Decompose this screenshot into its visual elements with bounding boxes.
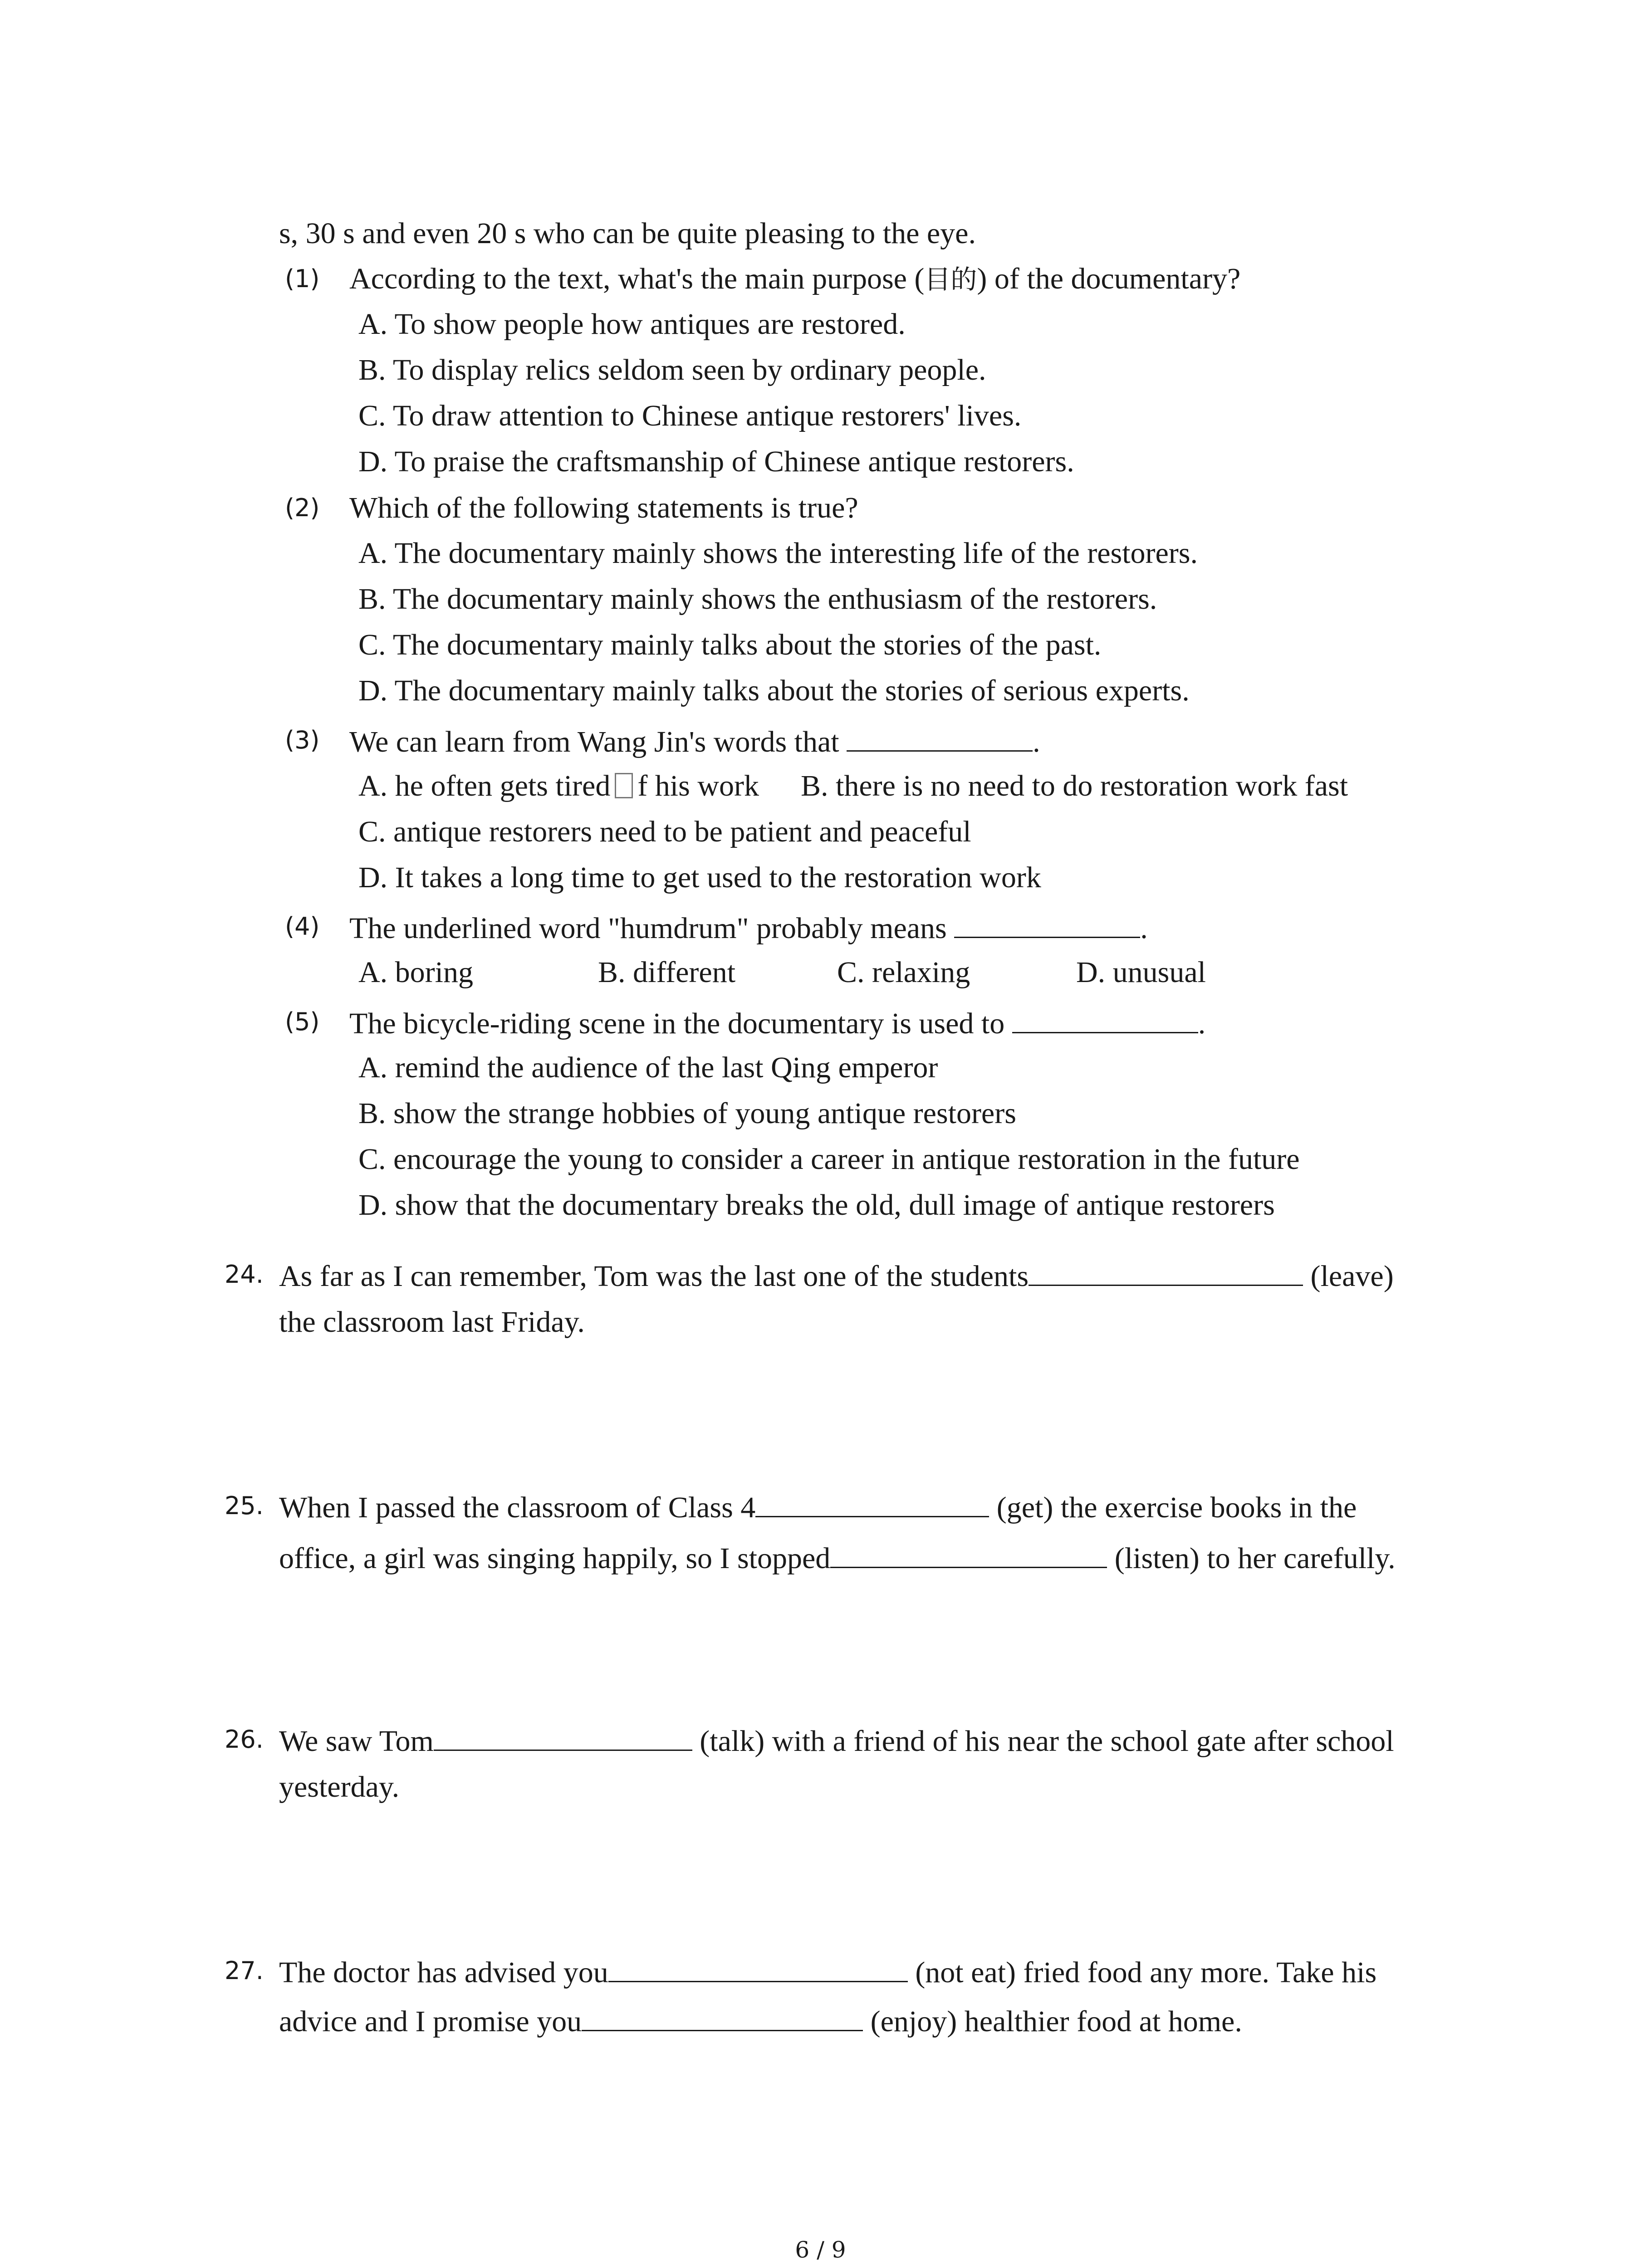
answer-blank[interactable] xyxy=(1012,1004,1198,1033)
passage-text: s, 30 s and even 20 s who can be quite pleasing to the eye. xyxy=(279,217,976,250)
fill-sentence: yesterday. xyxy=(279,1770,400,1804)
answer-blank[interactable] xyxy=(1029,1256,1303,1286)
question-number: 24. xyxy=(225,1260,264,1289)
question-number: (5) xyxy=(285,1007,320,1036)
chinese-gloss: 目的 xyxy=(924,264,977,295)
question-stem: Which of the following statements is true? xyxy=(349,491,858,524)
fill-sentence: The doctor has advised you (not eat) fried food any more. Take his xyxy=(279,1953,1376,1991)
option: D. show that the documentary breaks the old, dull image of antique restorers xyxy=(358,1188,1275,1222)
option: C. The documentary mainly talks about the stories of the past. xyxy=(358,628,1102,661)
option: A. remind the audience of the last Qing emperor xyxy=(358,1051,938,1084)
answer-blank[interactable] xyxy=(847,722,1033,752)
option: C. To draw attention to Chinese antique restorers' lives. xyxy=(358,399,1022,432)
option: D. To praise the craftsmanship of Chinese antique restorers. xyxy=(358,445,1074,478)
fill-sentence: We saw Tom (talk) with a friend of his near the school gate after school xyxy=(279,1721,1394,1760)
option: A. boring xyxy=(358,956,473,989)
option: D. unusual xyxy=(1076,956,1206,989)
answer-blank[interactable] xyxy=(434,1721,692,1751)
option: C. relaxing xyxy=(837,956,970,989)
fill-sentence: office, a girl was singing happily, so I stopped (listen) to her carefully. xyxy=(279,1539,1396,1577)
option: A. he often gets tired f his work xyxy=(358,769,759,802)
option: C. encourage the young to consider a career in antique restoration in the future xyxy=(358,1143,1300,1176)
page-number: 6 / 9 xyxy=(795,2237,846,2263)
question-number: 26. xyxy=(225,1725,264,1754)
option: D. The documentary mainly talks about the stories of serious experts. xyxy=(358,674,1190,707)
option: D. It takes a long time to get used to the restoration work xyxy=(358,861,1041,894)
question-number: (3) xyxy=(285,726,320,754)
option: C. antique restorers need to be patient and peaceful xyxy=(358,815,971,848)
option: A. The documentary mainly shows the interesting life of the restorers. xyxy=(358,537,1198,570)
option: A. To show people how antiques are restored. xyxy=(358,308,906,341)
question-number: (1) xyxy=(285,264,320,293)
question-stem: According to the text, what's the main purpose (目的) of the documentary? xyxy=(349,262,1241,295)
question-number: (2) xyxy=(285,494,320,522)
fill-sentence: When I passed the classroom of Class 4 (get) the exercise books in the xyxy=(279,1488,1357,1526)
answer-blank[interactable] xyxy=(755,1488,989,1517)
option: B. show the strange hobbies of young antique restorers xyxy=(358,1097,1016,1130)
missing-glyph-box xyxy=(615,773,633,798)
answer-blank[interactable] xyxy=(830,1539,1107,1568)
fill-sentence: the classroom last Friday. xyxy=(279,1305,585,1339)
answer-blank[interactable] xyxy=(608,1953,908,1982)
question-number: (4) xyxy=(285,912,320,941)
question-stem: The underlined word "humdrum" probably means . xyxy=(349,909,1148,947)
answer-blank[interactable] xyxy=(954,909,1140,938)
fill-sentence: As far as I can remember, Tom was the last one of the students (leave) xyxy=(279,1256,1394,1295)
question-number: 25. xyxy=(225,1491,264,1520)
question-stem: The bicycle-riding scene in the documentary is used to . xyxy=(349,1004,1205,1042)
fill-sentence: advice and I promise you (enjoy) healthier food at home. xyxy=(279,2002,1242,2040)
option: B. there is no need to do restoration work fast xyxy=(801,769,1348,802)
question-number: 27. xyxy=(225,1956,264,1985)
answer-blank[interactable] xyxy=(582,2002,863,2031)
option: B. To display relics seldom seen by ordinary people. xyxy=(358,353,986,386)
question-stem: We can learn from Wang Jin's words that . xyxy=(349,722,1040,760)
option: B. The documentary mainly shows the enthusiasm of the restorers. xyxy=(358,582,1157,616)
option: B. different xyxy=(598,956,736,989)
